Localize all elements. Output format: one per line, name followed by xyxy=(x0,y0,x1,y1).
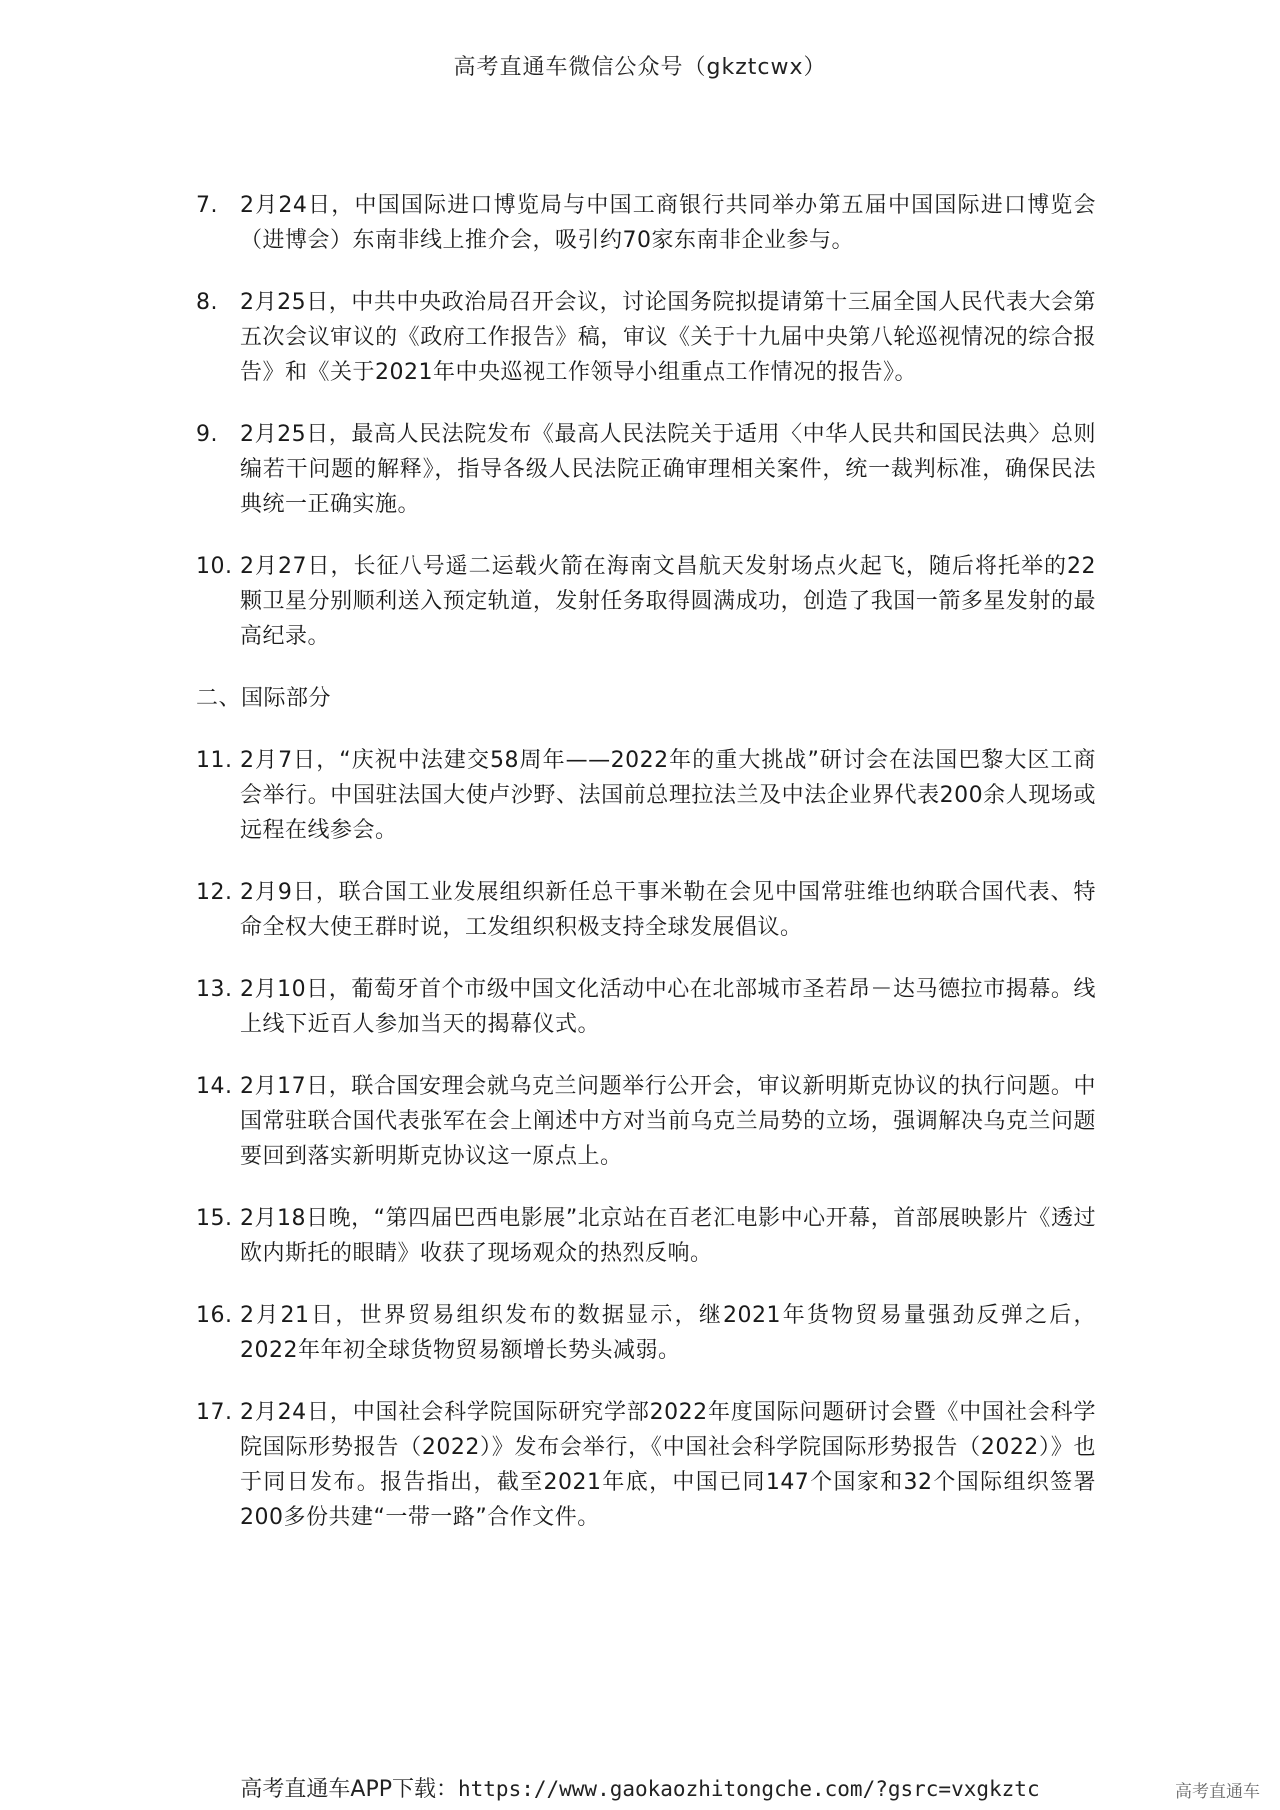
item-text: 2月7日，“庆祝中法建交58周年——2022年的重大挑战”研讨会在法国巴黎大区工商会举行。中国驻法国大使卢沙野、法国前总理拉法兰及中法企业界代表200余人现场或远程在线参会。 xyxy=(240,748,1096,843)
footer-label: 高考直通车APP下载： xyxy=(240,1777,458,1802)
item-number: 16. xyxy=(196,1303,233,1328)
item-text: 2月21日，世界贸易组织发布的数据显示，继2021年货物贸易量强劲反弹之后，2022年年初全球货物贸易额增长势头减弱。 xyxy=(240,1303,1096,1363)
list-item xyxy=(196,743,1096,848)
item-text: 2月24日，中国社会科学院国际研究学部2022年度国际问题研讨会暨《中国社会科学院国际形势报告（2022）》发布会举行，《中国社会科学院国际形势报告（2022）》也于同日发布。报告指出，截至2021年底，中国已同147个国家和32个国际组织签署200多份共建“一带一路”合作文件。 xyxy=(240,1400,1096,1530)
list-item xyxy=(196,1201,1096,1271)
list-item xyxy=(196,188,1096,258)
section-heading: 二、国际部分 xyxy=(196,686,332,711)
list-item xyxy=(196,875,1096,945)
item-text: 2月18日晚，“第四届巴西电影展”北京站在百老汇电影中心开幕，首部展映影片《透过欧内斯托的眼睛》收获了现场观众的热烈反响。 xyxy=(240,1206,1096,1266)
page-footer xyxy=(0,1772,1280,1803)
list-item xyxy=(196,417,1096,522)
list-item xyxy=(196,1069,1096,1174)
item-number: 14. xyxy=(196,1074,233,1099)
item-number: 10. xyxy=(196,554,233,579)
item-number: 11. xyxy=(196,748,233,773)
item-number: 8. xyxy=(196,290,218,315)
page-header: 高考直通车微信公众号（gkztcwx） xyxy=(453,55,827,80)
item-text: 2月27日，长征八号遥二运载火箭在海南文昌航天发射场点火起飞，随后将托举的22颗卫星分别顺利送入预定轨道，发射任务取得圆满成功，创造了我国一箭多星发射的最高纪录。 xyxy=(240,554,1096,649)
item-number: 15. xyxy=(196,1206,233,1231)
item-number: 17. xyxy=(196,1400,233,1425)
list-item xyxy=(196,285,1096,390)
item-number: 12. xyxy=(196,880,233,905)
item-text: 2月10日，葡萄牙首个市级中国文化活动中心在北部城市圣若昂－达马德拉市揭幕。线上线下近百人参加当天的揭幕仪式。 xyxy=(240,977,1096,1037)
document-body xyxy=(196,188,1096,1562)
item-number: 9. xyxy=(196,422,218,447)
item-number: 7. xyxy=(196,193,218,218)
list-item xyxy=(196,972,1096,1042)
list-item xyxy=(196,1395,1096,1535)
item-number: 13. xyxy=(196,977,233,1002)
item-text: 2月25日，中共中央政治局召开会议，讨论国务院拟提请第十三届全国人民代表大会第五次会议审议的《政府工作报告》稿，审议《关于十九届中央第八轮巡视情况的综合报告》和《关于2021年中央巡视工作领导小组重点工作情况的报告》。 xyxy=(240,290,1096,385)
item-text: 2月17日，联合国安理会就乌克兰问题举行公开会，审议新明斯克协议的执行问题。中国常驻联合国代表张军在会上阐述中方对当前乌克兰局势的立场，强调解决乌克兰问题要回到落实新明斯克协议这一原点上。 xyxy=(240,1074,1096,1169)
list-item xyxy=(196,549,1096,654)
item-text: 2月24日，中国国际进口博览局与中国工商银行共同举办第五届中国国际进口博览会（进博会）东南非线上推介会，吸引约70家东南非企业参与。 xyxy=(240,193,1096,253)
watermark: 高考直通车 xyxy=(1175,1782,1260,1802)
list-item xyxy=(196,1298,1096,1368)
footer-url-link[interactable]: https://www.gaokaozhitongche.com/?gsrc=vxgkztc xyxy=(458,1777,1040,1801)
item-text: 2月9日，联合国工业发展组织新任总干事米勒在会见中国常驻维也纳联合国代表、特命全权大使王群时说，工发组织积极支持全球发展倡议。 xyxy=(240,880,1096,940)
item-text: 2月25日，最高人民法院发布《最高人民法院关于适用〈中华人民共和国民法典〉总则编若干问题的解释》，指导各级人民法院正确审理相关案件，统一裁判标准，确保民法典统一正确实施。 xyxy=(240,422,1096,517)
